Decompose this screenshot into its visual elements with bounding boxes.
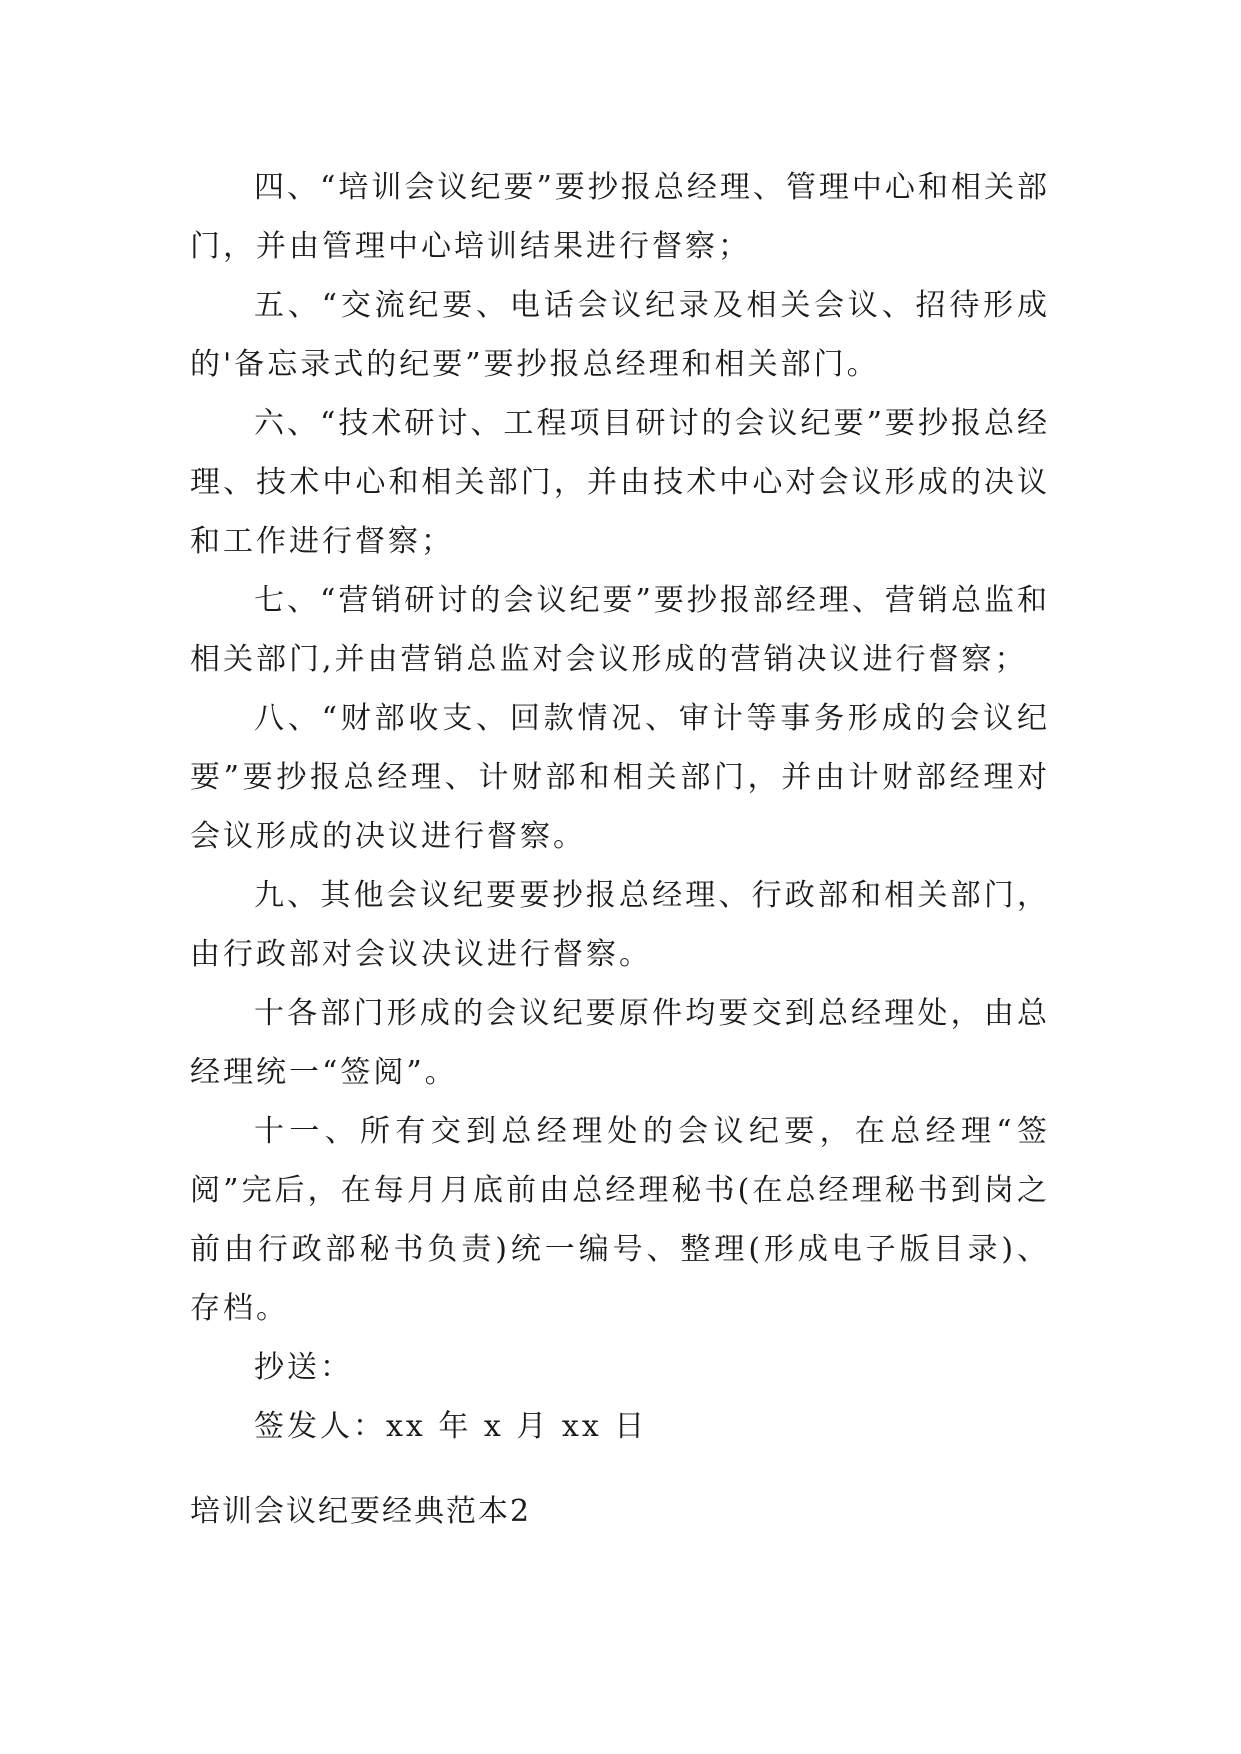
document-body (190, 158, 1050, 1456)
section-heading: 培训会议纪要经典范本2 (190, 1494, 532, 1529)
paragraph-item-6: 六、“技术研讨、工程项目研讨的会议纪要”要抄报总经理、技术中心和相关部门，并由技术中心对会议形成的决议和工作进行督察； (190, 406, 1050, 559)
paragraph-item-4: 四、“培训会议纪要”要抄报总经理、管理中心和相关部门，并由管理中心培训结果进行督察； (190, 170, 1050, 264)
cc-label: 抄送： (254, 1350, 353, 1385)
paragraph-item-10: 十各部门形成的会议纪要原件均要交到总经理处，由总经理统一“签阅”。 (190, 996, 1050, 1090)
paragraph-item-9: 九、其他会议纪要要抄报总经理、行政部和相关部门，由行政部对会议决议进行督察。 (190, 878, 1050, 972)
paragraph-item-11: 十一、所有交到总经理处的会议纪要，在总经理“签阅”完后，在每月月底前由总经理秘书(在总经理秘书到岗之前由行政部秘书负责)统一编号、整理(形成电子版目录)、存档。 (190, 1114, 1050, 1326)
paragraph-item-5: 五、“交流纪要、电话会议纪录及相关会议、招待形成的'备忘录式的纪要”要抄报总经理和相关部门。 (190, 288, 1050, 382)
paragraph-item-7: 七、“营销研讨的会议纪要”要抄报部经理、营销总监和相关部门,并由营销总监对会议形成的营销决议进行督察； (190, 583, 1050, 677)
paragraph-item-8: 八、“财部收支、回款情况、审计等事务形成的会议纪要”要抄报总经理、计财部和相关部门，并由计财部经理对会议形成的决议进行督察。 (190, 701, 1050, 854)
signer-line: 签发人：xx 年 x 月 xx 日 (254, 1409, 648, 1444)
